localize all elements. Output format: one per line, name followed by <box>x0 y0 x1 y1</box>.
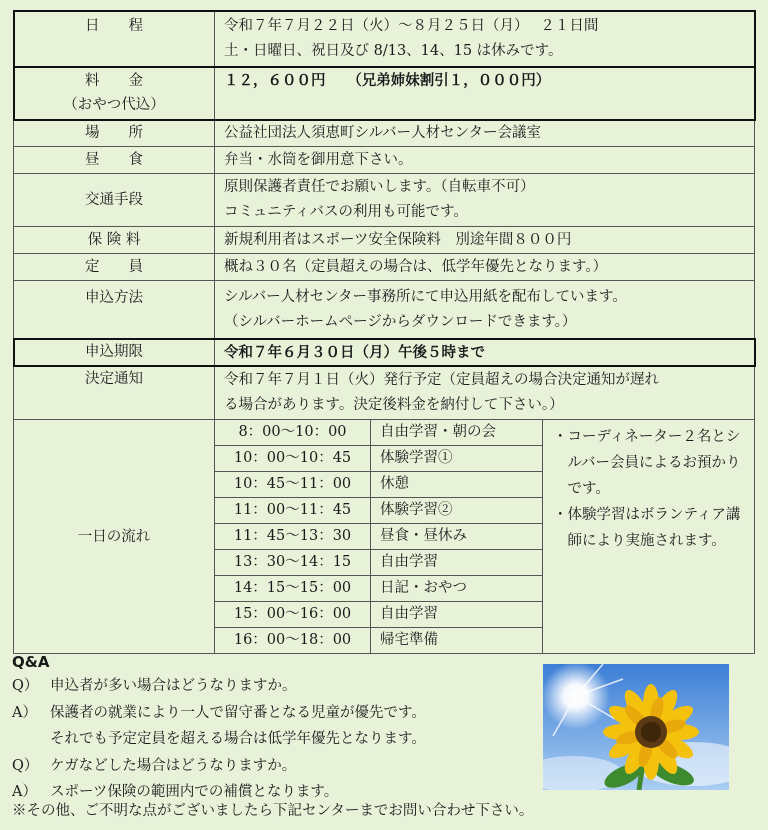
schedule-activity: 体験学習① <box>371 446 543 472</box>
deadline-label: 申込期限 <box>14 339 215 366</box>
schedule-activity: 体験学習② <box>371 498 543 524</box>
q-text: ケガなどした場合はどうなりますか。 <box>50 757 297 774</box>
row-fee <box>14 67 755 120</box>
row-place <box>14 120 755 147</box>
note-text: コーディネーター２名とシルバー会員によるお預かりです。 <box>567 429 741 497</box>
row-lunch <box>14 147 755 174</box>
daily-schedule-table <box>215 420 754 653</box>
schedule-activity: 自由学習 <box>371 550 543 576</box>
insurance-label: 保 険 料 <box>14 227 215 254</box>
schedule-time: 15：00～16：00 <box>215 602 371 628</box>
row-schedule <box>14 11 755 67</box>
apply-method-label: 申込方法 <box>14 281 215 339</box>
transport-line2: コミュニティバスの利用も可能です。 <box>224 204 468 220</box>
q-prefix: Q） <box>12 757 39 774</box>
sunflower-icon <box>543 664 729 790</box>
schedule-time: 16：00～18：00 <box>215 628 371 654</box>
apply-method-line1: シルバー人材センター事務所にて申込用紙を配布しています。 <box>224 288 627 305</box>
schedule-row <box>215 420 754 446</box>
daily-flow-label: 一日の流れ <box>14 420 215 654</box>
notice-label: 決定通知 <box>14 366 215 420</box>
schedule-line1: 令和７年７月２２日（火）～８月２５日（月） ２１日間 <box>224 17 599 34</box>
fee-label-line1: 料 金 <box>85 73 143 89</box>
schedule-time: 8：00～10：00 <box>215 420 371 446</box>
place-value: 公益社団法人須恵町シルバー人材センター会議室 <box>215 120 755 147</box>
a-prefix: A） <box>12 704 37 721</box>
capacity-label: 定 員 <box>14 254 215 281</box>
a-text-2: それでも予定定員を超える場合は低学年優先となります。 <box>50 731 426 747</box>
schedule-activity: 帰宅準備 <box>371 628 543 654</box>
schedule-activity: 昼食・昼休み <box>371 524 543 550</box>
fee-label <box>14 67 215 120</box>
schedule-activity: 自由学習・朝の会 <box>371 420 543 446</box>
qa-section <box>12 651 532 806</box>
apply-method-line2: （シルバーホームページからダウンロードできます。） <box>224 313 577 330</box>
note-item <box>553 424 748 502</box>
transport-value <box>215 174 755 227</box>
notice-line2: る場合があります。決定後料金を納付して下さい。） <box>224 396 564 413</box>
note-bullet: ・ <box>553 507 568 523</box>
schedule-time: 10：45～11：00 <box>215 472 371 498</box>
schedule-activity: 日記・おやつ <box>371 576 543 602</box>
q-prefix: Q） <box>12 678 39 694</box>
answer-1 <box>12 700 532 727</box>
a-prefix: A） <box>12 784 37 800</box>
lunch-value: 弁当・水筒を御用意下さい。 <box>215 147 755 174</box>
schedule-activity: 自由学習 <box>371 602 543 628</box>
notice-line1: 令和７年７月１日（火）発行予定（定員超えの場合決定通知が遅れ <box>224 371 659 388</box>
schedule-activity: 休憩 <box>371 472 543 498</box>
schedule-time: 13：30～14：15 <box>215 550 371 576</box>
info-table <box>13 10 755 654</box>
sunflower-photo <box>543 664 729 790</box>
lunch-label: 昼 食 <box>14 147 215 174</box>
row-insurance <box>14 227 755 254</box>
transport-line1: 原則保護者責任でお願いします。（自転車不可） <box>224 179 535 195</box>
deadline-value: 令和７年６月３０日（月）午後５時まで <box>215 339 755 366</box>
row-capacity <box>14 254 755 281</box>
fee-value: １２，６００円 （兄弟姉妹割引１，０００円） <box>215 67 755 120</box>
apply-method-value <box>215 281 755 339</box>
schedule-time: 11：45～13：30 <box>215 524 371 550</box>
a-text: スポーツ保険の範囲内での補償となります。 <box>50 784 339 800</box>
row-transport <box>14 174 755 227</box>
schedule-time: 10：00～10：45 <box>215 446 371 472</box>
notice-value <box>215 366 755 420</box>
footer-note: ※その他、ご不明な点がございましたら下記センターまでお問い合わせ下さい。 <box>12 803 534 819</box>
a-text: 保護者の就業により一人で留守番となる児童が優先です。 <box>50 704 426 721</box>
row-deadline <box>14 339 755 366</box>
qa-title: Q&A <box>12 653 50 671</box>
row-notice <box>14 366 755 420</box>
row-apply-method <box>14 281 755 339</box>
insurance-value: 新規利用者はスポーツ安全保険料 別途年間８００円 <box>215 227 755 254</box>
transport-label: 交通手段 <box>14 174 215 227</box>
answer-1-cont <box>12 726 532 753</box>
note-item <box>553 502 748 554</box>
question-2 <box>12 753 532 780</box>
schedule-time: 11：00～11：45 <box>215 498 371 524</box>
schedule-value <box>215 11 755 67</box>
row-daily-flow <box>14 420 755 654</box>
q-text: 申込者が多い場合はどうなりますか。 <box>50 678 297 694</box>
schedule-time: 14：15～15：00 <box>215 576 371 602</box>
daily-notes <box>543 420 755 653</box>
note-text: 体験学習はボランティア講師により実施されます。 <box>567 507 741 549</box>
schedule-line2: 土・日曜日、祝日及び 8/13、14、15 は休みです。 <box>224 42 563 59</box>
capacity-value: 概ね３０名（定員超えの場合は、低学年優先となります。） <box>215 254 755 281</box>
daily-flow-cell <box>215 420 755 654</box>
note-bullet: ・ <box>553 429 568 445</box>
place-label: 場 所 <box>14 120 215 147</box>
question-1 <box>12 673 532 700</box>
fee-label-line2: （おやつ代込） <box>63 97 165 113</box>
schedule-label: 日 程 <box>14 11 215 67</box>
